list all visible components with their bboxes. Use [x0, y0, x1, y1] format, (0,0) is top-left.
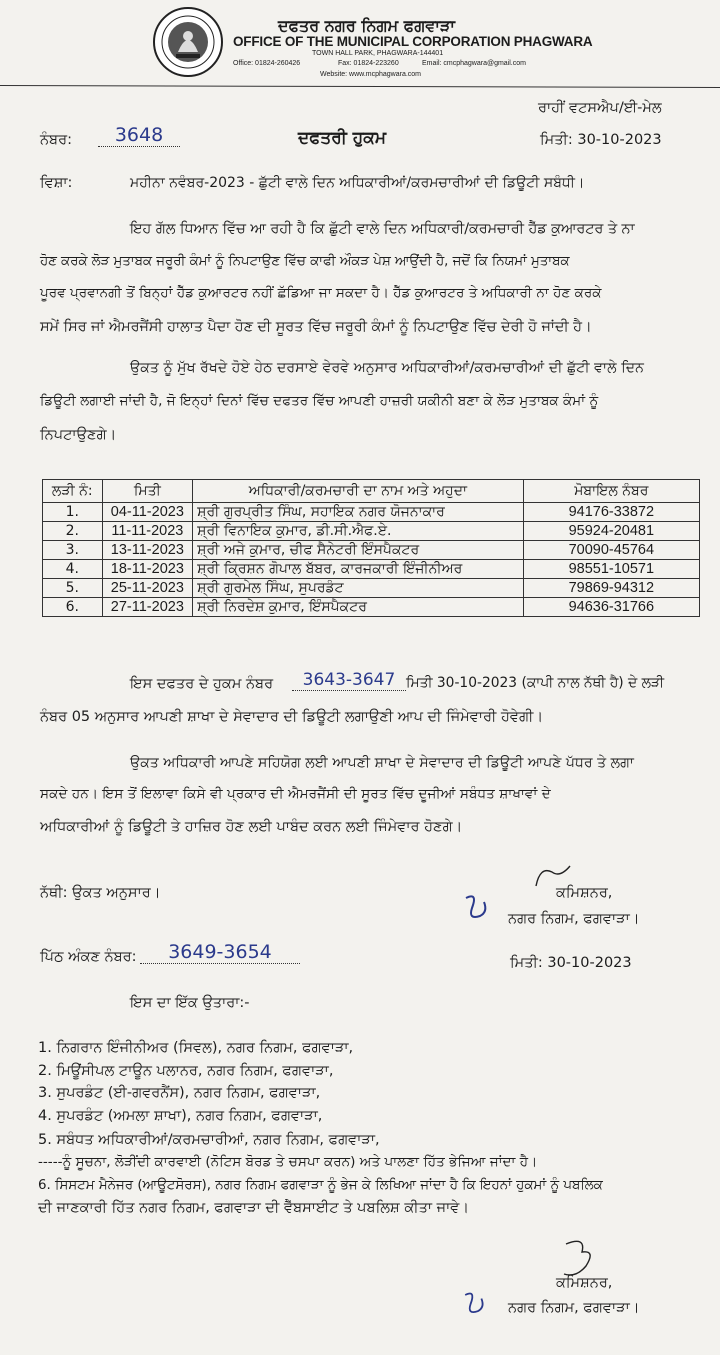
copy-item-5: 5. ਸਬੰਧਤ ਅਧਿਕਾਰੀਆਂ/ਕਰਮਚਾਰੀਆਂ, ਨਗਰ ਨਿਗਮ, ਫਗਵਾੜਾ,: [38, 1132, 380, 1148]
copy-note: -----ਨੂੰ ਸੂਚਨਾ, ਲੋੜੀਂਦੀ ਕਾਰਵਾਈ (ਨੋਟਿਸ ਬੋਰਡ ਤੇ ਚਸਪਾ ਕਰਨ) ਅਤੇ ਪਾਲਣਾ ਹਿੱਤ ਭੇਜਿਆ ਜਾਂਦਾ ਹੈ।: [38, 1154, 538, 1170]
ref-order-number-handwritten: 3643-3647: [292, 670, 406, 691]
attachment-note: ਨੱਥੀ: ਉਕਤ ਅਨੁਸਾਰ।: [40, 885, 161, 901]
cell-date: 13-11-2023: [102, 541, 193, 560]
cell-name: ਸ਼੍ਰੀ ਨਿਰਦੇਸ਼ ਕੁਮਾਰ, ਇੰਸਪੈਕਟਰ: [193, 598, 523, 617]
cell-mobile: 98551-10571: [523, 560, 699, 579]
duty-roster-table: [42, 479, 700, 617]
header-fax: Fax: 01824-223260: [338, 60, 399, 67]
cell-date: 27-11-2023: [102, 598, 193, 617]
header-title-english: OFFICE OF THE MUNICIPAL CORPORATION PHAGWARA: [233, 34, 593, 49]
order-date: ਮਿਤੀ: 30-10-2023: [540, 132, 662, 148]
table-row: [43, 560, 700, 579]
cell-name: ਸ਼੍ਰੀ ਗੁਰਪ੍ਰੀਤ ਸਿੰਘ, ਸਹਾਇਕ ਨਗਰ ਯੋਜਨਾਕਾਰ: [193, 503, 523, 522]
col-header-mobile: ਮੋਬਾਇਲ ਨੰਬਰ: [523, 480, 699, 503]
header-website: Website: www.mcphagwara.com: [320, 71, 422, 78]
order-number-label: ਨੰਬਰ:: [40, 132, 72, 148]
cell-date: 25-11-2023: [102, 579, 193, 598]
signatory-org-1: ਨਗਰ ਨਿਗਮ, ਫਗਵਾੜਾ।: [508, 911, 640, 927]
para3-line1-start: ਇਸ ਦਫਤਰ ਦੇ ਹੁਕਮ ਨੰਬਰ: [130, 676, 274, 692]
order-number-handwritten: 3648: [98, 124, 180, 147]
subject-text: ਮਹੀਨਾ ਨਵੰਬਰ-2023 - ਛੁੱਟੀ ਵਾਲੇ ਦਿਨ ਅਧਿਕਾਰੀਆਂ/ਕਰਮਚਾਰੀਆਂ ਦੀ ਡਿਊਟੀ ਸਬੰਧੀ।: [130, 175, 585, 191]
table-row: [43, 579, 700, 598]
cell-name: ਸ਼੍ਰੀ ਕ੍ਰਿਸ਼ਨ ਗੋਪਾਲ ਬੱਬਰ, ਕਾਰਜਕਾਰੀ ਇੰਜੀਨੀਅਰ: [193, 560, 523, 579]
table-row: [43, 503, 700, 522]
via-whatsapp-email: ਰਾਹੀਂ ਵਟਸਐਪ/ਈ-ਮੇਲ: [538, 100, 662, 116]
cell-serial: 1.: [43, 503, 103, 522]
cell-mobile: 94636-31766: [523, 598, 699, 617]
para1-line4: ਸਮੇਂ ਸਿਰ ਜਾਂ ਐਮਰਜੈਂਸੀ ਹਾਲਾਤ ਪੈਦਾ ਹੋਣ ਦੀ ਸੂਰਤ ਵਿੱਚ ਜਰੂਰੀ ਕੰਮਾਂ ਨੂੰ ਨਿਪਟਾਉਣ ਵਿੱਚ ਦੇਰੀ ਹੋ ਜਾਂਦੀ ਹੈ।: [40, 319, 592, 335]
para4-line1: ਉਕਤ ਅਧਿਕਾਰੀ ਆਪਣੇ ਸਹਿਯੋਗ ਲਈ ਆਪਣੀ ਸ਼ਾਖਾ ਦੇ ਸੇਵਾਦਾਰ ਦੀ ਡਿਊਟੀ ਆਪਣੇ ਪੱਧਰ ਤੇ ਲਗਾ: [130, 755, 634, 771]
header-divider: [0, 85, 720, 88]
cell-date: 11-11-2023: [102, 522, 193, 541]
header-office-phone: Office: 01824-260426: [233, 60, 301, 67]
cell-serial: 5.: [43, 579, 103, 598]
document-type-heading: ਦਫਤਰੀ ਹੁਕਮ: [298, 128, 387, 148]
para2-line1: ਉਕਤ ਨੂੰ ਮੁੱਖ ਰੱਖਦੇ ਹੋਏ ਹੇਠ ਦਰਸਾਏ ਵੇਰਵੇ ਅਨੁਸਾਰ ਅਧਿਕਾਰੀਆਂ/ਕਰਮਚਾਰੀਆਂ ਦੀ ਛੁੱਟੀ ਵਾਲੇ ਦਿਨ: [130, 360, 645, 376]
copy-item-6-line2: ਦੀ ਜਾਣਕਾਰੀ ਹਿੱਤ ਨਗਰ ਨਿਗਮ, ਫਗਵਾੜਾ ਦੀ ਵੈੱਬਸਾਈਟ ਤੇ ਪਬਲਿਸ਼ ਕੀਤਾ ਜਾਵੇ।: [38, 1200, 470, 1216]
cell-mobile: 79869-94312: [523, 579, 699, 598]
table-row: [43, 522, 700, 541]
endorsement-number-handwritten: 3649-3654: [140, 941, 300, 964]
cell-serial: 4.: [43, 560, 103, 579]
para3-line1-end: ਮਿਤੀ 30-10-2023 (ਕਾਪੀ ਨਾਲ ਨੱਥੀ ਹੈ) ਦੇ ਲੜੀ: [406, 675, 665, 691]
table-header-row: [43, 480, 700, 503]
header-title-punjabi: ਦਫਤਰ ਨਗਰ ਨਿਗਮ ਫਗਵਾੜਾ: [278, 16, 455, 35]
header-address: TOWN HALL PARK, PHAGWARA-144401: [312, 50, 444, 57]
header-email: Email: cmcphagwara@gmail.com: [422, 60, 526, 67]
copy-item-3: 3. ਸੁਪਰਡੰਟ (ਈ-ਗਵਰਨੈਂਸ), ਨਗਰ ਨਿਗਮ, ਫਗਵਾੜਾ,: [38, 1085, 321, 1101]
copy-heading: ਇਸ ਦਾ ਇੱਕ ਉਤਾਰਾ:-: [130, 995, 250, 1011]
signatory-title-1: ਕਮਿਸ਼ਨਰ,: [556, 885, 613, 901]
col-header-name: ਅਧਿਕਾਰੀ/ਕਰਮਚਾਰੀ ਦਾ ਨਾਮ ਅਤੇ ਅਹੁਦਾ: [193, 480, 523, 503]
cell-serial: 3.: [43, 541, 103, 560]
signatory-title-2: ਕਮਿਸ਼ਨਰ,: [556, 1275, 613, 1291]
cell-date: 18-11-2023: [102, 560, 193, 579]
col-header-date: ਮਿਤੀ: [102, 480, 193, 503]
cell-serial: 6.: [43, 598, 103, 617]
cell-name: ਸ਼੍ਰੀ ਅਜੇ ਕੁਮਾਰ, ਚੀਫ ਸੈਨੇਟਰੀ ਇੰਸਪੈਕਟਰ: [193, 541, 523, 560]
copy-item-4: 4. ਸੁਪਰਡੰਟ (ਅਮਲਾ ਸ਼ਾਖਾ), ਨਗਰ ਨਿਗਮ, ਫਗਵਾੜਾ,: [38, 1108, 323, 1124]
cell-mobile: 95924-20481: [523, 522, 699, 541]
cell-name: ਸ਼੍ਰੀ ਗੁਰਮੇਲ ਸਿੰਘ, ਸੁਪਰਡੰਟ: [193, 579, 523, 598]
copy-item-2: 2. ਮਿਊਂਸੀਪਲ ਟਾਊਨ ਪਲਾਨਰ, ਨਗਰ ਨਿਗਮ, ਫਗਵਾੜਾ,: [38, 1063, 334, 1079]
signature-mark-2: [458, 1286, 494, 1322]
para2-line3: ਨਿਪਟਾਉਣਗੇ।: [40, 427, 117, 443]
corporation-seal-logo: [152, 6, 224, 78]
para1-line1: ਇਹ ਗੱਲ ਧਿਆਨ ਵਿੱਚ ਆ ਰਹੀ ਹੈ ਕਿ ਛੁੱਟੀ ਵਾਲੇ ਦਿਨ ਅਧਿਕਾਰੀ/ਕਰਮਚਾਰੀ ਹੈੱਡ ਕੁਆਰਟਰ ਤੇ ਨਾ: [130, 221, 635, 237]
copy-item-1: 1. ਨਿਗਰਾਨ ਇੰਜੀਨੀਅਰ (ਸਿਵਲ), ਨਗਰ ਨਿਗਮ, ਫਗਵਾੜਾ,: [38, 1040, 354, 1056]
cell-date: 04-11-2023: [102, 503, 193, 522]
signatory-org-2: ਨਗਰ ਨਿਗਮ, ਫਗਵਾੜਾ।: [508, 1300, 640, 1316]
cell-mobile: 70090-45764: [523, 541, 699, 560]
para2-line2: ਡਿਊਟੀ ਲਗਾਈ ਜਾਂਦੀ ਹੈ, ਜੋ ਇਨ੍ਹਾਂ ਦਿਨਾਂ ਵਿੱਚ ਦਫਤਰ ਵਿੱਚ ਆਪਣੀ ਹਾਜ਼ਰੀ ਯਕੀਨੀ ਬਣਾ ਕੇ ਲੋੜ ਮੁਤਾਬਕ ਕੰਮਾਂ ਨੂੰ: [40, 393, 599, 409]
cell-serial: 2.: [43, 522, 103, 541]
endorsement-date: ਮਿਤੀ: 30-10-2023: [510, 955, 632, 971]
para4-line3: ਅਧਿਕਾਰੀਆਂ ਨੂੰ ਡਿਊਟੀ ਤੇ ਹਾਜ਼ਿਰ ਹੋਣ ਲਈ ਪਾਬੰਦ ਕਰਨ ਲਈ ਜਿੰਮੇਵਾਰ ਹੋਣਗੇ।: [40, 819, 463, 835]
para1-line3: ਪੂਰਵ ਪ੍ਰਵਾਨਗੀ ਤੋਂ ਬਿਨ੍ਹਾਂ ਹੈੱਡ ਕੁਆਰਟਰ ਨਹੀਂ ਛੱਡਿਆ ਜਾ ਸਕਦਾ ਹੈ। ਹੈੱਡ ਕੁਆਰਟਰ ਤੇ ਅਧਿਕਾਰੀ ਨਾ ਹੋਣ ਕਰਕੇ: [40, 285, 602, 301]
col-header-serial: ਲੜੀ ਨੰ:: [43, 480, 103, 503]
table-row: [43, 541, 700, 560]
signature-mark-1: [458, 890, 498, 926]
table-row: [43, 598, 700, 617]
cell-mobile: 94176-33872: [523, 503, 699, 522]
cell-name: ਸ਼੍ਰੀ ਵਿਨਾਇਕ ਕੁਮਾਰ, ਡੀ.ਸੀ.ਐਫ.ਏ.: [193, 522, 523, 541]
para4-line2: ਸਕਦੇ ਹਨ। ਇਸ ਤੋਂ ਇਲਾਵਾ ਕਿਸੇ ਵੀ ਪ੍ਰਕਾਰ ਦੀ ਐਮਰਜੈਂਸੀ ਦੀ ਸੂਰਤ ਵਿੱਚ ਦੂਜੀਆਂ ਸਬੰਧਤ ਸ਼ਾਖਾਵਾਂ ਦੇ: [40, 786, 551, 802]
subject-label: ਵਿਸ਼ਾ:: [40, 175, 73, 191]
para3-line2: ਨੰਬਰ 05 ਅਨੁਸਾਰ ਆਪਣੀ ਸ਼ਾਖਾ ਦੇ ਸੇਵਾਦਾਰ ਦੀ ਡਿਊਟੀ ਲਗਾਉਣੀ ਆਪ ਦੀ ਜਿੰਮੇਵਾਰੀ ਹੋਵੇਗੀ।: [40, 709, 544, 725]
para1-line2: ਹੋਣ ਕਰਕੇ ਲੋੜ ਮੁਤਾਬਕ ਜਰੂਰੀ ਕੰਮਾਂ ਨੂੰ ਨਿਪਟਾਉਣ ਵਿੱਚ ਕਾਫੀ ਔਕੜ ਪੇਸ਼ ਆਉਂਦੀ ਹੈ, ਜਦੋਂ ਕਿ ਨਿਯਮਾਂ ਮੁਤਾਬਕ: [40, 254, 570, 269]
copy-item-6-line1: 6. ਸਿਸਟਮ ਮੈਨੇਜਰ (ਆਊਟਸੋਰਸ), ਨਗਰ ਨਿਗਮ ਫਗਵਾੜਾ ਨੂੰ ਭੇਜ ਕੇ ਲਿਖਿਆ ਜਾਂਦਾ ਹੈ ਕਿ ਇਹਨਾਂ ਹੁਕਮਾਂ ਨੂੰ ਪਬਲਿਕ: [38, 1178, 603, 1193]
endorsement-label: ਪਿੱਠ ਅੰਕਣ ਨੰਬਰ:: [40, 949, 137, 965]
